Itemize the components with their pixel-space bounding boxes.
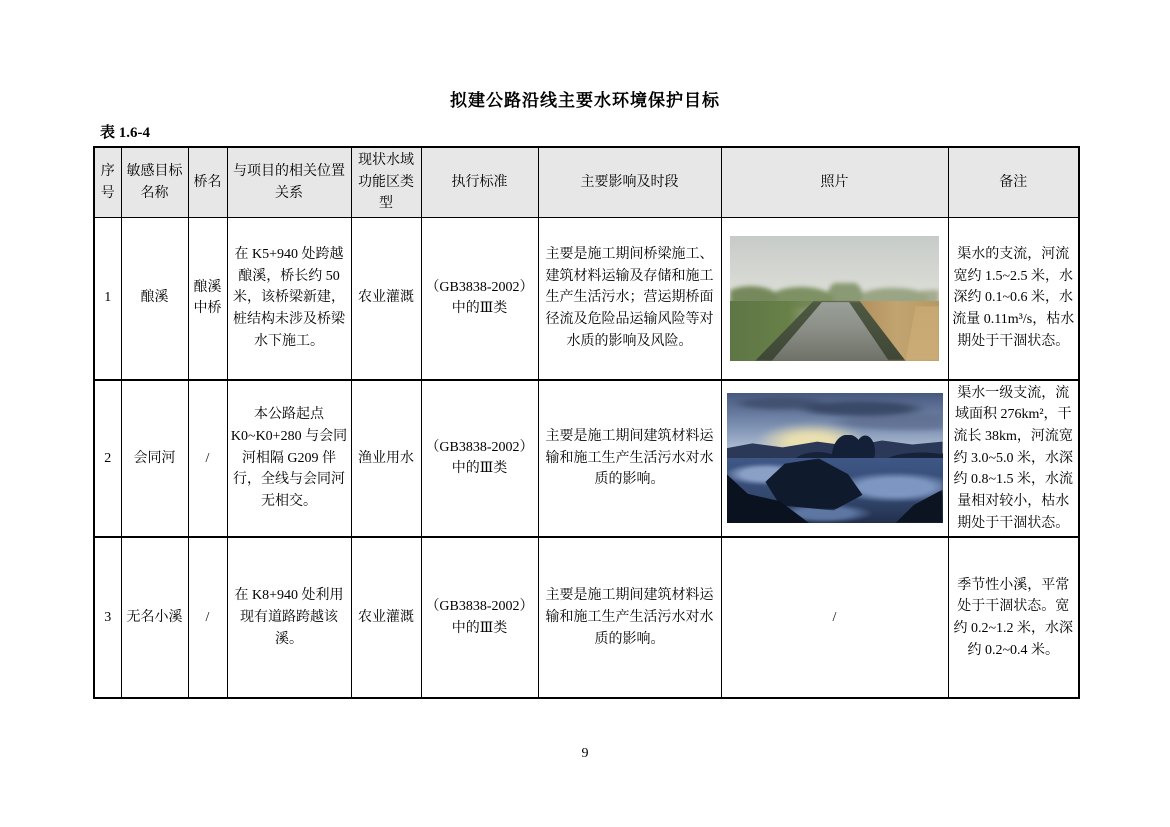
col-header-bridge-name: 桥名 (188, 147, 227, 218)
cell-remark: 季节性小溪，平常处于干涸状态。宽约 0.2~1.2 米，水深约 0.2~0.4 米。 (948, 537, 1079, 698)
cell-index: 2 (94, 380, 121, 538)
cell-relation: 本公路起点 K0~K0+280 与会同河相隔 G209 伴行，全线与会同河无相交。 (227, 380, 351, 538)
cell-impact: 主要是施工期间建筑材料运输和施工生产生活污水对水质的影响。 (538, 380, 721, 538)
cell-standard: （GB3838-2002）中的Ⅲ类 (421, 537, 538, 698)
cell-index: 3 (94, 537, 121, 698)
col-header-relation: 与项目的相关位置关系 (227, 147, 351, 218)
cell-photo (721, 218, 948, 380)
cell-remark: 渠水一级支流，流域面积 276km²，干流长 38km，河流宽约 3.0~5.0 米，水深约 0.8~1.5 米，水流量相对较小，枯水期处于干涸状态。 (948, 380, 1079, 538)
col-header-photo: 照片 (721, 147, 948, 218)
huitong-river-dusk-photo (727, 393, 943, 523)
cell-photo-placeholder: / (721, 537, 948, 698)
table-row (94, 380, 1079, 538)
page-number: 9 (581, 746, 589, 761)
cell-remark: 渠水的支流，河流宽约 1.5~2.5 米，水深约 0.1~0.6 米，水流量 0.11m³/s，枯水期处于干涸状态。 (948, 218, 1079, 380)
cell-target-name: 酿溪 (121, 218, 188, 380)
cell-relation: 在 K8+940 处利用现有道路跨越该溪。 (227, 537, 351, 698)
cell-index: 1 (94, 218, 121, 380)
table-number-label: 表 1.6-4 (100, 125, 150, 141)
cell-bridge-name: / (188, 537, 227, 698)
table-row (94, 218, 1079, 380)
col-header-impact: 主要影响及时段 (538, 147, 721, 218)
niangxi-stream-photo (730, 236, 939, 361)
cell-water-zone: 渔业用水 (351, 380, 421, 538)
cell-standard: （GB3838-2002）中的Ⅲ类 (421, 218, 538, 380)
col-header-target-name: 敏感目标名称 (121, 147, 188, 218)
col-header-standard: 执行标准 (421, 147, 538, 218)
col-header-water-zone: 现状水域功能区类型 (351, 147, 421, 218)
cell-water-zone: 农业灌溉 (351, 218, 421, 380)
cell-impact: 主要是施工期间桥梁施工、建筑材料运输及存储和施工生产生活污水；营运期桥面径流及危险品运输风险等对水质的影响及风险。 (538, 218, 721, 380)
header-row (94, 147, 1079, 218)
cell-impact: 主要是施工期间建筑材料运输和施工生产生活污水对水质的影响。 (538, 537, 721, 698)
cell-bridge-name: / (188, 380, 227, 538)
page-title: 拟建公路沿线主要水环境保护目标 (450, 91, 720, 110)
table-row (94, 537, 1079, 698)
cell-photo (721, 380, 948, 538)
cell-relation: 在 K5+940 处跨越酿溪，桥长约 50 米，该桥梁新建，桩结构未涉及桥梁水下施工。 (227, 218, 351, 380)
col-header-index: 序号 (94, 147, 121, 218)
cell-target-name: 无名小溪 (121, 537, 188, 698)
cell-bridge-name: 酿溪中桥 (188, 218, 227, 380)
col-header-remark: 备注 (948, 147, 1079, 218)
water-protection-targets-table (93, 146, 1080, 699)
cell-standard: （GB3838-2002）中的Ⅲ类 (421, 380, 538, 538)
cell-target-name: 会同河 (121, 380, 188, 538)
cell-water-zone: 农业灌溉 (351, 537, 421, 698)
